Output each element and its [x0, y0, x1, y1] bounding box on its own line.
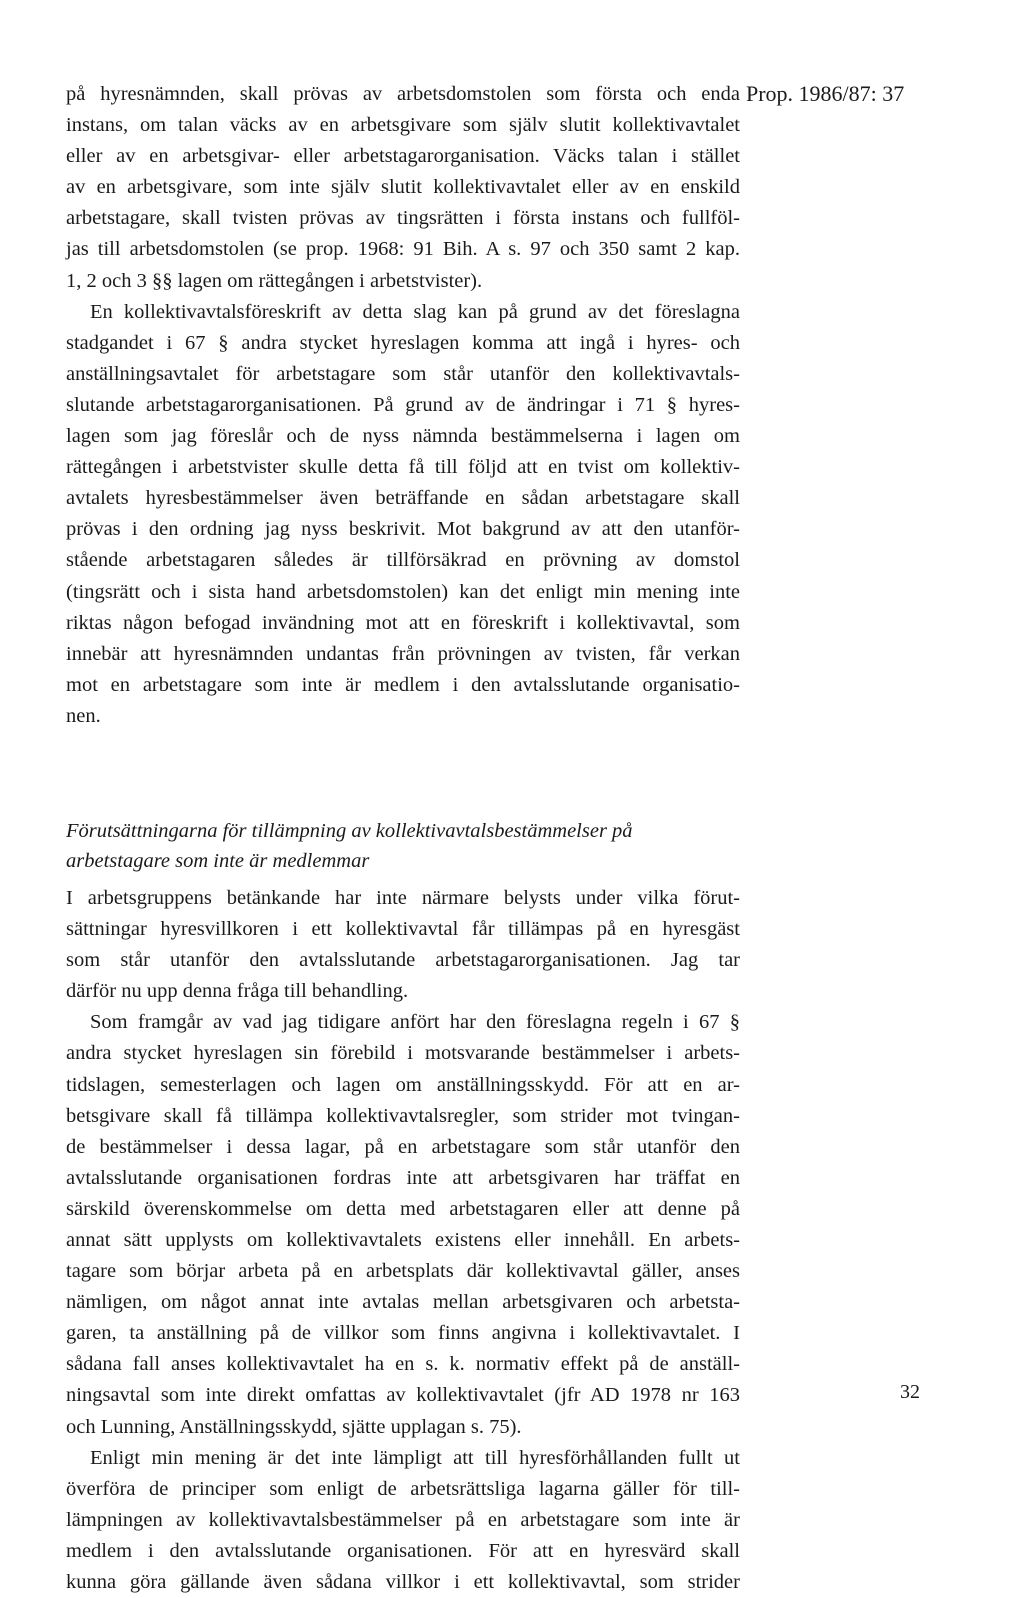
text-line: av en arbetsgivare, som inte själv slutit kollektivavtalet eller av en enskild [66, 176, 740, 199]
text-line: avtalsslutande organisationen fordras inte att arbetsgivaren har träffat en [66, 1166, 740, 1189]
text-line: som står utanför den avtalsslutande arbetstagarorganisationen. Jag tar [66, 949, 740, 972]
paragraph [66, 883, 740, 1007]
text-line: sättningar hyresvillkoren i ett kollektivavtal får tillämpas på en hyresgäst [66, 918, 740, 941]
text-line: stående arbetstagaren således är tillförsäkrad en prövning av domstol [66, 549, 740, 572]
text-line: och Lunning, Anställningsskydd, sjätte upplagan s. 75). [66, 1415, 522, 1438]
text-line: riktas någon befogad invändning mot att en föreskrift i kollektivavtal, som [66, 611, 740, 634]
text-line: Enligt min mening är det inte lämpligt att till hyresförhållanden fullt ut [90, 1446, 740, 1469]
text-line: nämligen, om något annat inte avtalas mellan arbetsgivaren och arbetsta- [66, 1291, 740, 1314]
text-line: betsgivare skall få tillämpa kollektivavtalsregler, som strider mot tvingan- [66, 1104, 740, 1127]
paragraph [66, 1007, 740, 1442]
text-line: tagare som börjar arbeta på en arbetsplats där kollektivavtal gäller, anses [66, 1260, 740, 1283]
text-line: nen. [66, 704, 101, 727]
text-line: anställningsavtalet för arbetstagare som står utanför den kollektivavtals- [66, 362, 740, 385]
text-line: (tingsrätt och i sista hand arbetsdomstolen) kan det enligt min mening inte [66, 580, 740, 603]
text-line: överföra de principer som enligt de arbetsrättsliga lagarna gäller för till- [66, 1477, 740, 1500]
text-line: rättegången i arbetstvister skulle detta få till följd att en tvist om kollektiv- [66, 456, 740, 479]
section-heading [66, 816, 740, 876]
text-line: Som framgår av vad jag tidigare anfört har den föreslagna regeln i 67 § [90, 1011, 740, 1034]
text-line: eller av en arbetsgivar- eller arbetstagarorganisation. Väcks talan i stället [66, 145, 740, 168]
heading-line: Förutsättningarna för tillämpning av kollektivavtalsbestämmelser på [66, 819, 633, 842]
text-line: lämpningen av kollektivavtalsbestämmelser på en arbetstagare som inte är [66, 1508, 740, 1531]
text-line: annat sätt upplysts om kollektivavtalets existens eller innehåll. En arbets- [66, 1229, 740, 1251]
paragraph [66, 79, 740, 297]
text-line: arbetstagare, skall tvisten prövas av tingsrätten i första instans och fullföl- [66, 207, 740, 230]
text-line: innebär att hyresnämnden undantas från prövningen av tvisten, får verkan [66, 642, 740, 665]
text-line: I arbetsgruppens betänkande har inte närmare belysts under vilka förut- [66, 886, 740, 909]
body-text [66, 79, 740, 1598]
text-line: ningsavtal som inte direkt omfattas av kollektivavtalet (jfr AD 1978 nr 163 [66, 1384, 740, 1407]
page-reference: Prop. 1986/87: 37 [746, 81, 905, 106]
text-line: särskild överenskommelse om detta med arbetstagaren eller att denne på [66, 1197, 740, 1220]
text-line: de bestämmelser i dessa lagar, på en arbetstagare som står utanför den [66, 1135, 740, 1158]
text-line: kunna göra gällande även sådana villkor i ett kollektivavtal, som strider [66, 1571, 740, 1594]
text-line: därför nu upp denna fråga till behandling. [66, 980, 409, 1003]
text-line: på hyresnämnden, skall prövas av arbetsdomstolen som första och enda [66, 83, 740, 105]
text-line: sådana fall anses kollektivavtalet ha en s. k. normativ effekt på de anställ- [66, 1353, 740, 1376]
text-line: slutande arbetstagarorganisationen. På grund av de ändringar i 71 § hyres- [66, 393, 740, 416]
text-line: En kollektivavtalsföreskrift av detta slag kan på grund av det föreslagna [90, 300, 740, 323]
text-line: avtalets hyresbestämmelser även beträffande en sådan arbetstagare skall [66, 487, 740, 510]
text-line: stadgandet i 67 § andra stycket hyreslagen komma att ingå i hyres- och [66, 331, 740, 354]
heading-line: arbetstagare som inte är medlemmar [66, 849, 370, 872]
text-line: mot en arbetstagare som inte är medlem i den avtalsslutande organisatio- [66, 673, 740, 696]
text-line: tidslagen, semesterlagen och lagen om anställningsskydd. För att en ar- [66, 1073, 740, 1096]
text-line: medlem i den avtalsslutande organisationen. För att en hyresvärd skall [66, 1539, 740, 1562]
page-number: 32 [900, 1381, 920, 1403]
section-spacer [66, 732, 740, 775]
text-line: 1, 2 och 3 §§ lagen om rättegången i arbetstvister). [66, 269, 483, 292]
text-line: instans, om talan väcks av en arbetsgivare som själv slutit kollektivavtalet [66, 114, 740, 137]
paragraph [66, 1443, 740, 1598]
text-line: jas till arbetsdomstolen (se prop. 1968: 91 Bih. A s. 97 och 350 samt 2 kap. [66, 238, 740, 261]
text-line: lagen som jag föreslår och de nyss nämnda bestämmelserna i lagen om [66, 425, 740, 448]
text-line: andra stycket hyreslagen sin förebild i motsvarande bestämmelser i arbets- [66, 1042, 740, 1065]
text-line: prövas i den ordning jag nyss beskrivit. Mot bakgrund av att den utanför- [66, 518, 740, 541]
text-line: garen, ta anställning på de villkor som finns angivna i kollektivavtalet. I [66, 1322, 740, 1345]
paragraph [66, 297, 740, 732]
